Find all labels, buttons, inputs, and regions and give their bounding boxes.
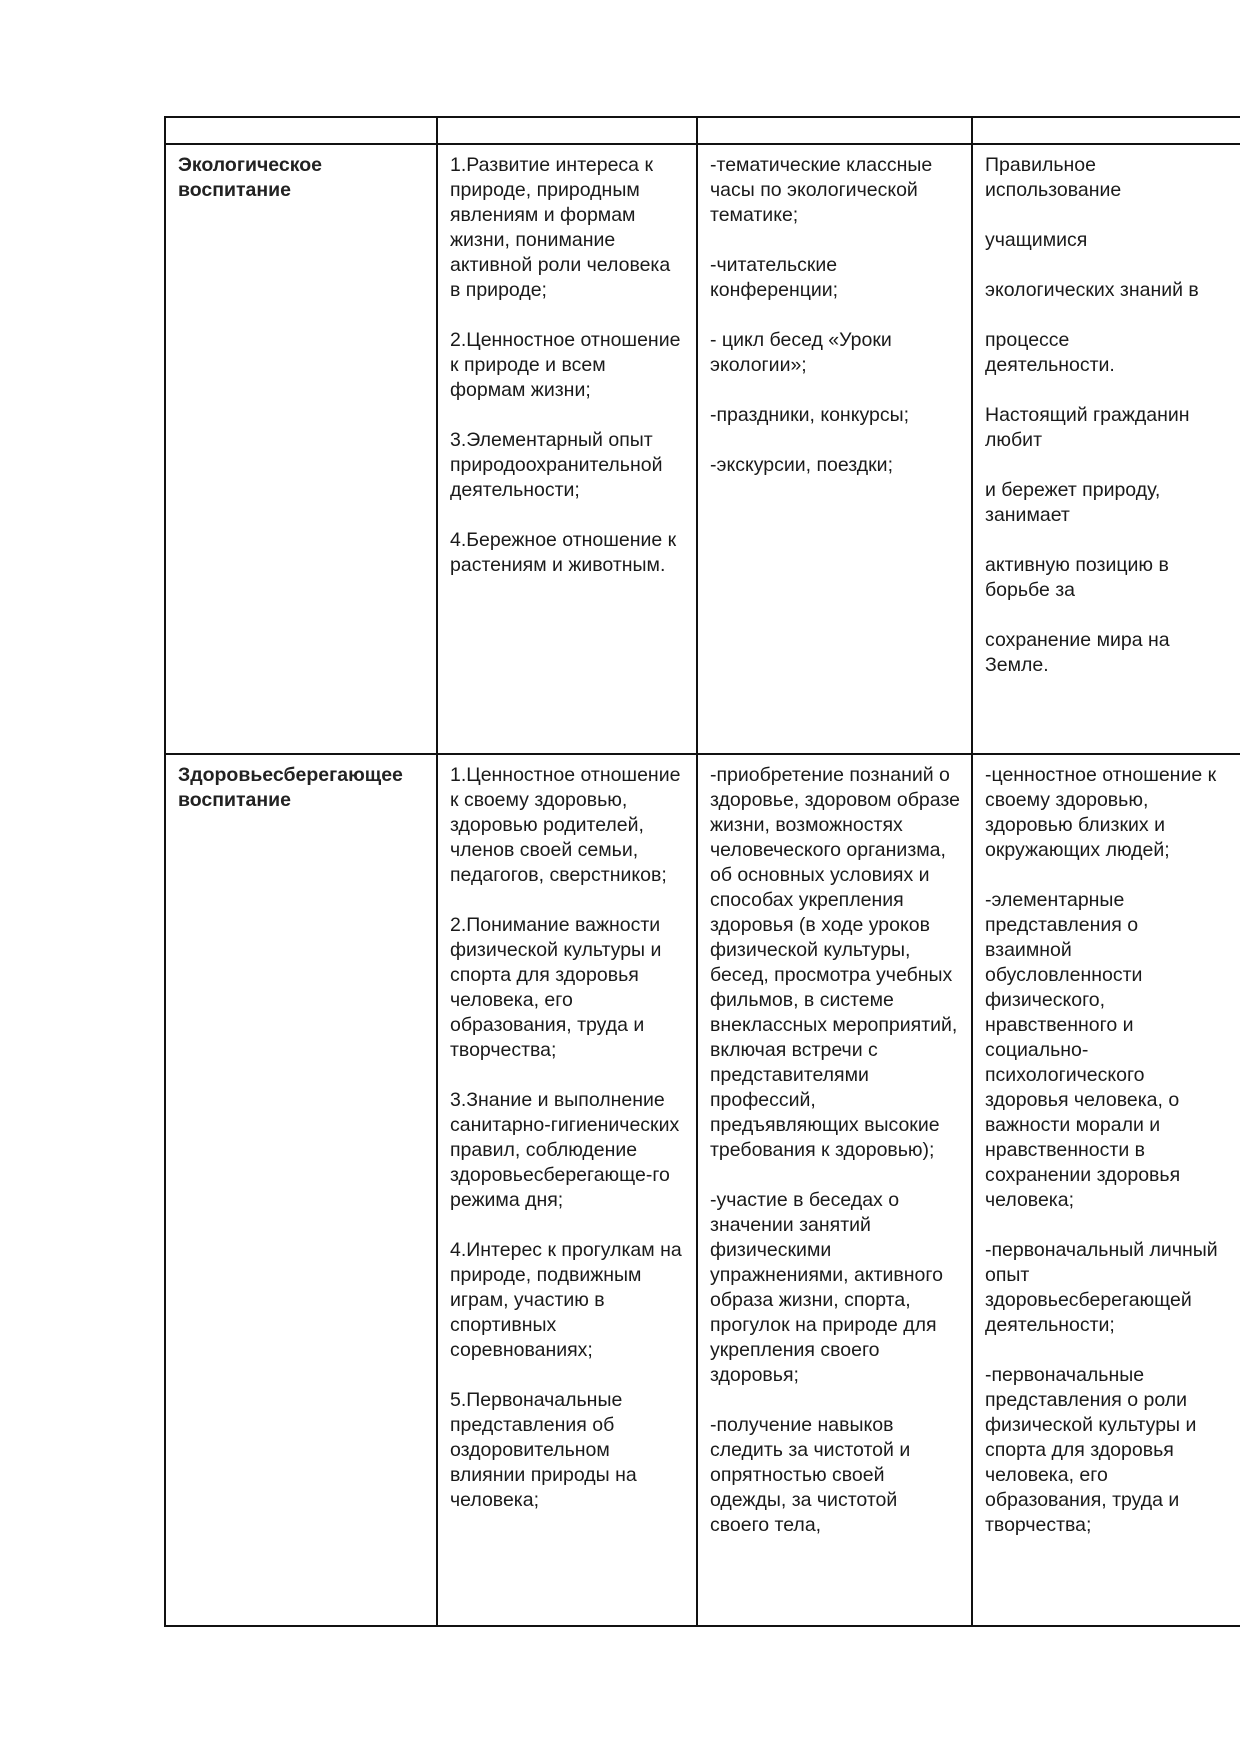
activity-item: -праздники, конкурсы; <box>710 404 910 426</box>
table-row-ecological <box>165 144 1240 754</box>
direction-cell <box>165 144 437 754</box>
result-item: активную позицию в борьбе за <box>985 554 1169 601</box>
task-item: 5.Первоначальные представления об оздоровительном влиянии природы на человека; <box>450 1389 637 1511</box>
table-header-row <box>165 117 1240 144</box>
header-cell <box>165 117 437 144</box>
task-item: 2.Понимание важности физической культуры и спорта для здоровья человека, его образования, труда и творчества; <box>450 914 662 1061</box>
direction-cell <box>165 754 437 1626</box>
header-cell <box>437 117 697 144</box>
task-item: 4.Бережное отношение к растениям и животным. <box>450 529 677 576</box>
task-item: 1.Ценностное отношение к своему здоровью, здоровью родителей, членов своей семьи, педагогов, сверстников; <box>450 764 681 886</box>
result-item: и бережет природу, занимает <box>985 479 1161 526</box>
activity-item: -участие в беседах о значении занятий физическими упражнениями, активного образа жизни, спорта, прогулок на природе для укрепления своего здоровья; <box>710 1189 943 1386</box>
tasks-cell <box>437 144 697 754</box>
result-item: сохранение мира на Земле. <box>985 629 1170 676</box>
result-item: -первоначальные представления о роли физической культуры и спорта для здоровья человека, его образования, труда и творчества; <box>985 1364 1197 1536</box>
result-item: экологических знаний в <box>985 279 1199 301</box>
result-item: -ценностное отношение к своему здоровью, здоровью близких и окружающих людей; <box>985 764 1217 861</box>
activity-item: -приобретение познаний о здоровье, здоровом образе жизни, возможностях человеческого организма, об основных условиях и способах укрепления здоровья (в ходе уроков физической культуры, бесед, просмотра учебных фильмов, в системе внеклассных мероприятий, включая встречи с представителями профессий, предъявляющих высокие требования к здоровью); <box>710 764 960 1161</box>
result-item: учащимися <box>985 229 1088 251</box>
results-cell <box>972 754 1240 1626</box>
header-cell <box>697 117 972 144</box>
activity-item: -тематические классные часы по экологической тематике; <box>710 154 933 226</box>
results-cell <box>972 144 1240 754</box>
result-item: Настоящий гражданин любит <box>985 404 1190 451</box>
education-plan-table <box>164 116 1240 1627</box>
result-item: процессе деятельности. <box>985 329 1115 376</box>
activity-item: -получение навыков следить за чистотой и опрятностью своей одежды, за чистотой своего тела, <box>710 1414 911 1536</box>
task-item: 4.Интерес к прогулкам на природе, подвижным играм, участию в спортивных соревнованиях; <box>450 1239 682 1361</box>
direction-name: Экологическое воспитание <box>178 154 322 201</box>
activities-cell <box>697 144 972 754</box>
header-cell <box>972 117 1240 144</box>
task-item: 3.Элементарный опыт природоохранительной деятельности; <box>450 429 663 501</box>
table-row-health <box>165 754 1240 1626</box>
result-item: -первоначальный личный опыт здоровьесберегающей деятельности; <box>985 1239 1218 1336</box>
activity-item: -экскурсии, поездки; <box>710 454 893 476</box>
activity-item: -читательские конференции; <box>710 254 839 301</box>
task-item: 2.Ценностное отношение к природе и всем формам жизни; <box>450 329 681 401</box>
result-item: Правильное использование <box>985 154 1122 201</box>
task-item: 1.Развитие интереса к природе, природным явлениям и формам жизни, понимание активной роли человека в природе; <box>450 154 671 301</box>
activities-cell <box>697 754 972 1626</box>
result-item: -элементарные представления о взаимной обусловленности физического, нравственного и социально-психологического здоровья человека, о важности морали и нравственности в сохранении здоровья человека; <box>985 889 1181 1211</box>
tasks-cell <box>437 754 697 1626</box>
direction-name: Здоровьесберегающее воспитание <box>178 764 403 811</box>
activity-item: - цикл бесед «Уроки экологии»; <box>710 329 892 376</box>
task-item: 3.Знание и выполнение санитарно-гигиенических правил, соблюдение здоровьесберегающе-го режима дня; <box>450 1089 680 1211</box>
